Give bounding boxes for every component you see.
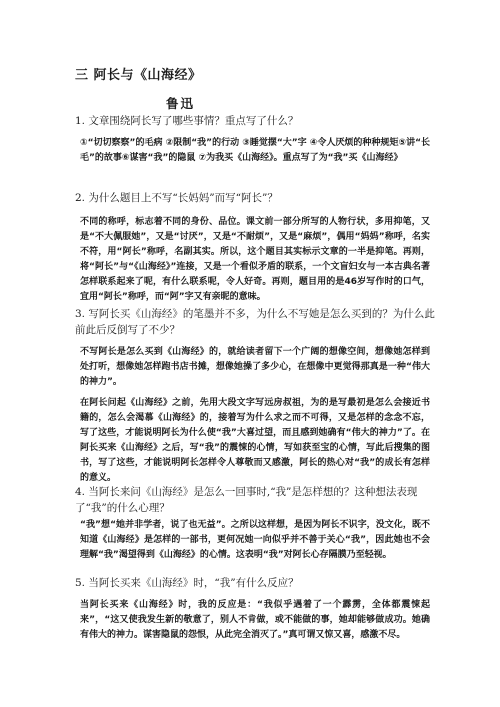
answer-2 — [80, 215, 430, 305]
answer-paragraph: “我”想“她并非学者，说了也无益”。之所以这样想，是因为阿长不识字，没文化，既不知道《山海经》是怎样的一部书，更何况她一向似乎并不善于关心“我”，因此她也不会理解“我”渴望得到《山海经》的心情。这表明“我”对阿长心存隔膜乃至轻视。 — [80, 520, 430, 560]
answer-1 — [80, 136, 430, 166]
question-4: 4. 当阿长来问《山海经》是怎么一回事时,“我”是怎样想的？这种想法表现了“我”的什么心理？ — [75, 486, 418, 514]
author-name: 鲁迅 — [166, 96, 196, 111]
page-title: 三 阿长与《山海经》 — [75, 68, 202, 83]
answer-paragraph: 不同的称呼，标志着不同的身份、品位。课文前一部分所写的人物行状，多用抑笔，又是“不大佩服她”，又是“讨厌”，又是“不耐烦”，又是“麻烦”，偶用“妈妈”称呼，名实不符，用“阿长”称呼，名副其实。所以，这个题目其实标示文章的一半是抑笔。再则，将“阿长”与“《山海经》”连接，又是一个看似矛盾的联系，一个文盲妇女与一本古典名著怎样联系起来了呢，有什么联系呢，令人好奇。再则，题目用的是46岁写作时的口气，宜用“阿长”称呼，而“阿”字又有亲昵的意味。 — [80, 217, 430, 302]
question-3: 3. 写阿长买《山海经》的笔墨并不多，为什么不写她是怎么买到的？为什么此前此后反倒写了不少？ — [75, 308, 435, 336]
question-5: 5. 当阿长买来《山海经》时，“我”有什么反应？ — [75, 577, 299, 589]
answer-4 — [80, 518, 430, 563]
question-1: 1. 文章围绕阿长写了哪些事情？重点写了什么？ — [75, 115, 299, 127]
answer-paragraph: 当阿长买来《山海经》时，我的反应是：“我似乎遇着了一个霹雳，全体都震悚起来”，“这又使我发生新的敬意了，别人不肯做，或不能做的事，她却能够做成功。她确有伟大的神力。谋害隐鼠的怨恨，从此完全消灭了。”真可谓又惊又喜，感激不尽。 — [80, 600, 430, 640]
question-2: 2. 为什么题目上不写“长妈妈”而写“阿长”？ — [75, 192, 278, 204]
answer-paragraph: 不写阿长是怎么买到《山海经》的，就给读者留下一个广阔的想像空间，想像她怎样到处打听，想像她怎样跑书店书摊，想像她操了多少心，在想像中更觉得那真是一种“伟大的神力”。 — [80, 347, 430, 387]
answer-3 — [80, 345, 430, 486]
answer-5 — [80, 598, 430, 643]
answer-paragraph: ①“切切察察”的毛病 ②限制“我”的行动 ③睡觉摆“大”字 ④令人厌烦的种种规矩⑤讲“长毛”的故事⑥谋害“我”的隐鼠 ⑦为我买《山海经》。重点写了为“我”买《山海经》 — [80, 138, 430, 163]
answer-paragraph: 在阿长问起《山海经》之前，先用大段文字写远房叔祖，为的是写最初是怎么会接近书籍的，怎么会渴慕《山海经》的，接着写为什么求之而不可得，又是怎样的念念不忘，写了这些，才能说明阿长为什么使“我”大喜过望，而且感到她确有“伟大的神力”了。在阿长买来《山海经》之后，写“我”的震悚的心情，写如获至宝的心情，写此后搜集的图书，写了这些，才能说明阿长怎样令人尊敬而又感激，阿长的热心对“我”的成长有怎样的意义。 — [80, 398, 430, 483]
